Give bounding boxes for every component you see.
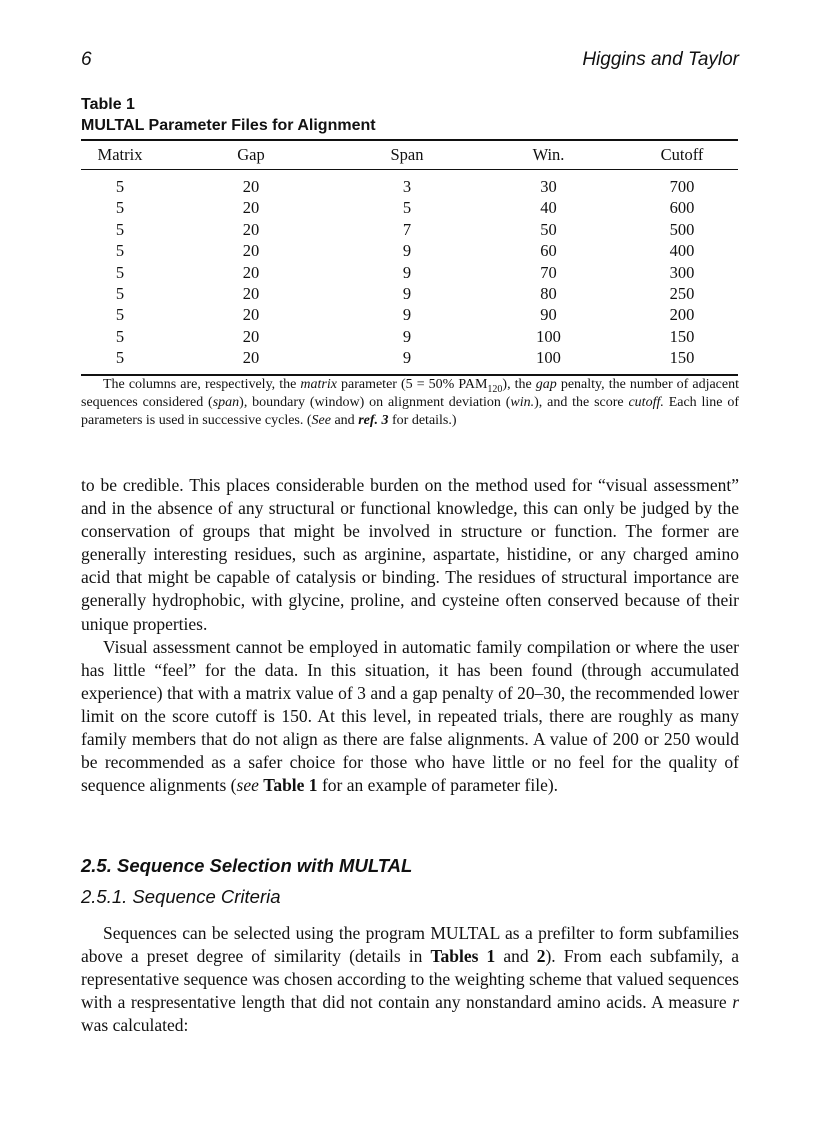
table-cell-matrix: 5 xyxy=(115,305,125,325)
table-cell-matrix: 5 xyxy=(115,219,125,239)
table-cell-gap: 20 xyxy=(242,305,260,325)
table-cell-cutoff: 200 xyxy=(669,305,695,325)
table-header-row xyxy=(81,140,738,170)
note-text: ), and the score xyxy=(534,395,629,410)
paragraph-text: and xyxy=(495,946,537,967)
paragraph-italic: see xyxy=(236,775,259,796)
table-row xyxy=(81,347,738,374)
table-footnote xyxy=(81,376,739,430)
paragraph xyxy=(81,636,739,798)
table-cell-cutoff: 400 xyxy=(669,241,695,261)
note-text: for details.) xyxy=(388,413,457,428)
table-caption xyxy=(81,94,741,136)
table-cell-win: 30 xyxy=(540,177,557,196)
column-header-gap: Gap xyxy=(159,140,343,170)
table-cell-gap: 20 xyxy=(242,284,260,304)
table-cell-cutoff: 250 xyxy=(669,284,695,304)
table-cell-span: 9 xyxy=(402,284,412,304)
table-cell-gap: 20 xyxy=(242,326,260,346)
note-italic-matrix: matrix xyxy=(300,377,337,392)
table-cell-matrix: 5 xyxy=(115,326,125,346)
table-cell-gap: 20 xyxy=(242,177,260,196)
table-cell-win: 90 xyxy=(540,305,557,325)
table-cell-win: 100 xyxy=(471,347,626,374)
paragraph xyxy=(81,922,739,1037)
table-cell-matrix: 5 xyxy=(115,241,125,261)
table-cell-matrix: 5 xyxy=(115,198,125,218)
table-reference-link[interactable]: Table 1 xyxy=(263,775,318,796)
paragraph-text: Sequences can be selected using the program MULTAL as a prefilter to form subfamilies above a preset degree of similarity (details in xyxy=(81,923,739,967)
table-cell-span: 9 xyxy=(402,241,412,261)
running-head xyxy=(81,49,739,73)
page-number: 6 xyxy=(81,49,92,70)
table-cell-cutoff: 700 xyxy=(669,177,695,196)
table-row xyxy=(81,326,738,347)
table-cell-span: 3 xyxy=(402,177,412,196)
note-text: ), the xyxy=(502,377,536,392)
paragraph-text: was calculated: xyxy=(81,1015,189,1036)
table-cell-cutoff: 150 xyxy=(626,347,738,374)
paragraph-text: ). From each subfamily, a representative sequence was chosen according to the weighting scheme that valued sequences with a respresentative length that did not contain any nonstandard amino acids. A measure xyxy=(81,946,739,1013)
table-cell-matrix: 5 xyxy=(115,284,125,304)
table-cell-cutoff: 300 xyxy=(669,262,695,282)
table-cell-matrix: 5 xyxy=(115,262,125,282)
table-cell-span: 9 xyxy=(402,262,412,282)
table-row xyxy=(81,304,738,325)
table-row xyxy=(81,197,738,218)
table-cell-span: 9 xyxy=(343,347,471,374)
table-body xyxy=(81,170,738,375)
table-reference-link[interactable]: Tables 1 xyxy=(430,946,496,967)
note-text: penalty, the number of adjacent sequences considered ( xyxy=(81,377,739,410)
table-cell-win: 80 xyxy=(540,284,557,304)
table-reference-link[interactable]: 2 xyxy=(536,946,546,967)
table-cell-win: 100 xyxy=(536,326,561,346)
section-heading: 2.5. Sequence Selection with MULTAL xyxy=(81,855,413,876)
paragraph-text: Visual assessment cannot be employed in automatic family compilation or where the user has little “feel” for the data. In this situation, it has been found (through accumulated experience) that with a matrix value of 3 and a gap penalty of 20–30, the recommended lower limit on the score cutoff is 150. At this level, in repeated trials, there are roughly as many family members that do not align as there are false alignments. A value of 200 or 250 would be recommended as a safer choice for those who have little or no feel for the quality of sequence alignments ( xyxy=(81,636,739,796)
note-italic-span: span xyxy=(212,395,240,410)
table-row xyxy=(81,262,738,283)
table-cell-gap: 20 xyxy=(242,241,260,261)
table-cell-matrix: 5 xyxy=(81,347,159,374)
table-cell-win: 70 xyxy=(540,262,557,282)
note-italic-cutoff: cutoff. xyxy=(628,395,664,410)
table-cell-cutoff: 500 xyxy=(669,219,695,239)
paragraph-italic: r xyxy=(732,992,739,1013)
table-cell-span: 5 xyxy=(402,198,412,218)
note-reference-link[interactable]: ref. 3 xyxy=(358,413,389,428)
table-cell-win: 40 xyxy=(540,198,557,218)
table-cell-span: 7 xyxy=(402,219,412,239)
table-cell-win: 50 xyxy=(540,219,557,239)
table-cell-gap: 20 xyxy=(242,219,260,239)
table-cell-matrix: 5 xyxy=(115,177,125,196)
note-subscript: 120 xyxy=(487,383,503,395)
note-italic-gap: gap xyxy=(535,377,557,392)
body-text-lower xyxy=(81,922,739,1037)
table-cell-win: 60 xyxy=(540,241,557,261)
column-header-matrix: Matrix xyxy=(81,140,159,170)
subsection-heading: 2.5.1. Sequence Criteria xyxy=(81,886,281,907)
table-cell-span: 9 xyxy=(402,305,412,325)
note-text: ), boundary (window) on alignment deviation ( xyxy=(239,395,511,410)
paragraph-text: for an example of parameter file). xyxy=(317,775,559,796)
note-italic-win: win. xyxy=(510,395,535,410)
paragraph: to be credible. This places considerable burden on the method used for “visual assessment” and in the absence of any structural or functional knowledge, this can only be judged by the conservation of groups that might be involved in structure or function. The former are generally interesting residues, such as arginine, aspartate, histidine, or any charged amino acid that might be capable of catalysis or binding. The residues of structural importance are generally hydrophobic, with glycine, proline, and cysteine often conserved because of their unique properties. xyxy=(81,475,739,634)
note-text: Each line of parameters is used in successive cycles. ( xyxy=(81,395,739,428)
table-cell-gap: 20 xyxy=(242,198,260,218)
body-text-upper xyxy=(81,474,739,797)
note-text: The columns are, respectively, the xyxy=(103,377,301,392)
table-cell-cutoff: 600 xyxy=(669,198,695,218)
table-cell-span: 9 xyxy=(402,326,412,346)
table-cell-gap: 20 xyxy=(242,262,260,282)
column-header-win: Win. xyxy=(471,140,626,170)
parameter-table xyxy=(81,139,738,376)
column-header-span: Span xyxy=(343,140,471,170)
table-cell-gap: 20 xyxy=(159,347,343,374)
table-row xyxy=(81,170,738,198)
table-title: MULTAL Parameter Files for Alignment xyxy=(81,117,376,134)
table-label: Table 1 xyxy=(81,96,135,113)
table-row xyxy=(81,240,738,261)
table-row xyxy=(81,283,738,304)
note-italic-see: See xyxy=(311,413,331,428)
running-head-authors: Higgins and Taylor xyxy=(582,49,739,70)
note-text: and xyxy=(330,413,359,428)
table-row xyxy=(81,219,738,240)
table-cell-cutoff: 150 xyxy=(669,326,695,346)
note-text: parameter (5 = 50% PAM xyxy=(336,377,488,392)
column-header-cutoff: Cutoff xyxy=(626,140,738,170)
